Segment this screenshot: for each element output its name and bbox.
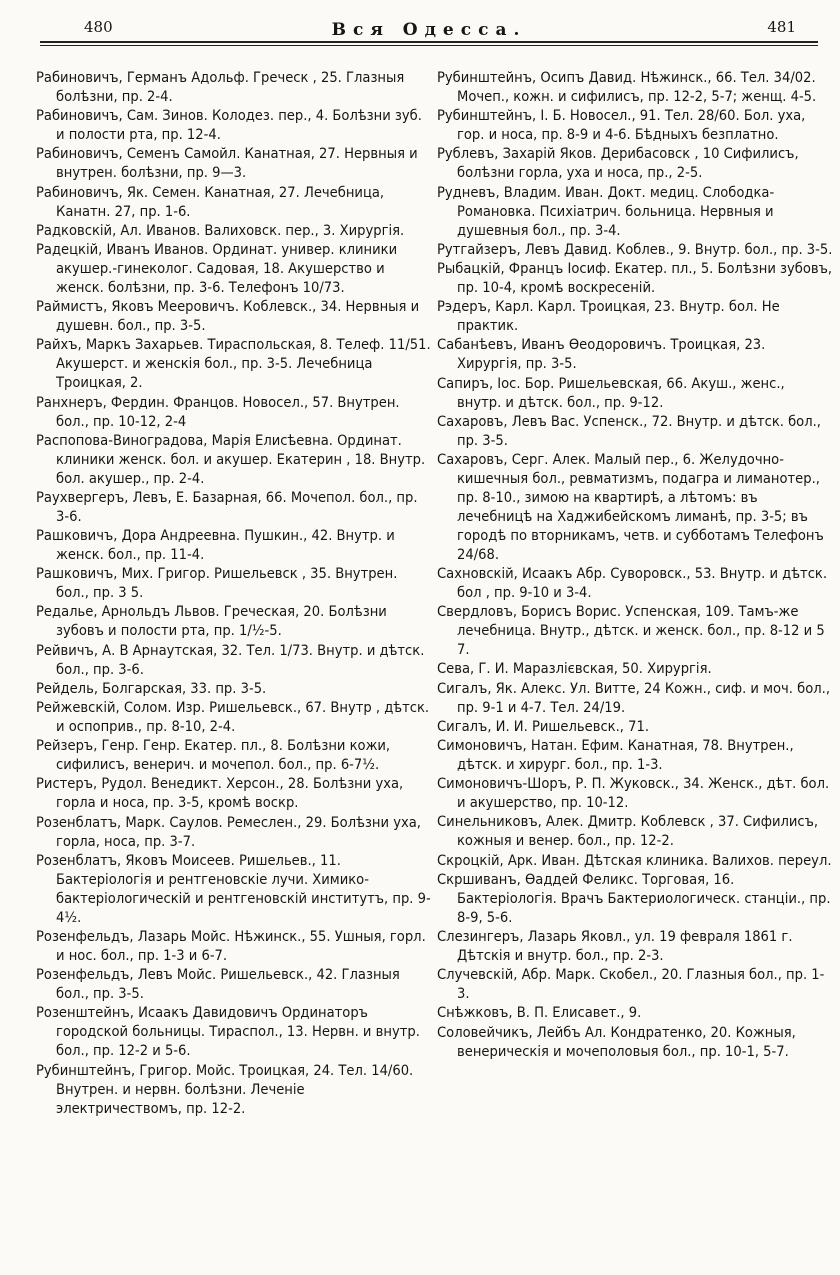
directory-entry: Рабиновичъ, Семенъ Самойл. Канатная, 27. Нервныя и внутрен. болѣзни, пр. 9—3. bbox=[36, 145, 418, 182]
directory-entry: Рабиновичъ, Германъ Адольф. Греческ , 25. Глазныя болѣзни, пр. 2-4. bbox=[36, 69, 405, 105]
header-rule-thin bbox=[40, 45, 818, 46]
left-column bbox=[36, 68, 432, 1118]
directory-entry: Рейзеръ, Генр. Генр. Екатер. пл., 8. Болѣзни кожи, сифилисъ, венерич. и мочепол. бол., пр. 6-7½. bbox=[36, 737, 391, 774]
directory-entry: Свердловъ, Борисъ Ворис. Успенская, 109. Тамъ-же лечебница. Внутр., дѣтск. и женск. бол., пр. 8-12 и 5 7. bbox=[437, 603, 825, 659]
directory-entry: Рейдель, Болгарская, 33. пр. 3-5. bbox=[36, 679, 267, 697]
right-column bbox=[437, 68, 833, 1061]
directory-entry: Рутгайзеръ, Левъ Давид. Коблев., 9. Внутр. бол., пр. 3-5. bbox=[437, 240, 833, 258]
directory-entry: Сапиръ, Іос. Бор. Ришельевская, 66. Акуш., женс., внутр. и дѣтск. бол., пр. 9-12. bbox=[437, 374, 785, 411]
directory-entry: Рейжевскій, Солом. Изр. Ришельевск., 67. Внутр , дѣтск. и оспоприв., пр. 8-10, 2-4. bbox=[36, 699, 430, 735]
page-header bbox=[40, 14, 818, 48]
directory-entry: Синельниковъ, Алек. Дмитр. Коблевск , 37. Сифилисъ, кожныя и венер. бол., пр. 12-2. bbox=[437, 813, 819, 850]
directory-entry: Раухвергеръ, Левъ, Е. Базарная, 66. Мочепол. бол., пр. 3-6. bbox=[36, 488, 418, 525]
directory-entry: Редалье, Арнольдъ Львов. Греческая, 20. Болѣзни зубовъ и полости рта, пр. 1/½-5. bbox=[36, 603, 387, 640]
directory-entry: Рабиновичъ, Сам. Зинов. Колодез. пер., 4. Болѣзни зуб. и полости рта, пр. 12-4. bbox=[36, 107, 422, 144]
directory-entry: Сева, Г. И. Маразлієвская, 50. Хирургія. bbox=[437, 660, 712, 678]
directory-entry: Рубинштейнъ, Осипъ Давид. Нѣжинск., 66. Тел. 34/02. Мочеп., кожн. и сифилисъ, пр. 12-2, 5-7; женщ. 4-5. bbox=[437, 69, 817, 105]
directory-entry: Снѣжковъ, В. П. Елисавет., 9. bbox=[437, 1004, 642, 1022]
directory-entry: Сахаровъ, Серг. Алек. Малый пер., 6. Желудочно-кишечныя бол., ревматизмъ, подагра и лиманотер., пр. 8-10., зимою на квартирѣ, а лѣтомъ: въ лечебницѣ на Хаджибейскомъ лиманѣ, пр. 3-5; въ городѣ по вторникамъ, четв. и субботамъ Телефонъ 24/68. bbox=[437, 450, 824, 563]
directory-entry: Рашковичъ, Мих. Григор. Ришельевск , 35. Внутрен. бол., пр. 3 5. bbox=[36, 565, 398, 602]
running-title: Вся Одесса. bbox=[331, 20, 527, 40]
directory-entry: Рудневъ, Владим. Иван. Докт. медиц. Слободка-Романовка. Психіатрич. больница. Нервныя и душевныя бол., пр. 3-4. bbox=[437, 183, 775, 239]
directory-entry: Райхъ, Маркъ Захарьев. Тираспольская, 8. Телеф. 11/51. Акушерст. и женскія бол., пр. 3-5. Лечебница Троицкая, 2. bbox=[36, 336, 431, 392]
directory-entry: Рубинштейнъ, І. Б. Новосел., 91. Тел. 28/60. Бол. уха, гор. и носа, пр. 8-9 и 4-6. Бѣдныхъ безплатно. bbox=[437, 107, 806, 144]
directory-entry: Раймистъ, Яковъ Мееровичъ. Коблевск., 34. Нервныя и душевн. бол., пр. 3-5. bbox=[36, 298, 420, 335]
directory-entry: Рейвичъ, А. В Арнаутская, 32. Тел. 1/73. Внутр. и дѣтск. бол., пр. 3-6. bbox=[36, 641, 425, 678]
directory-entry: Радецкій, Иванъ Иванов. Ординат. универ. клиники акушер.-гинеколог. Садовая, 18. Акушерство и женск. болѣзни, пр. 3-6. Телефонъ 10/73. bbox=[36, 240, 398, 296]
directory-entry: Сабанѣевъ, Иванъ Ѳеодоровичъ. Троицкая, 23. Хирургія, пр. 3-5. bbox=[437, 336, 766, 373]
directory-entry: Рэдеръ, Карл. Карл. Троицкая, 23. Внутр. бол. Не практик. bbox=[437, 298, 780, 335]
directory-entry: Сигалъ, И. И. Ришельевск., 71. bbox=[437, 717, 649, 735]
directory-entry: Рашковичъ, Дора Андреевна. Пушкин., 42. Внутр. и женск. бол., пр. 11-4. bbox=[36, 527, 395, 564]
directory-entry: Сахаровъ, Левъ Вас. Успенск., 72. Внутр. и дѣтск. бол., пр. 3-5. bbox=[437, 412, 821, 449]
directory-entry: Радковскій, Ал. Иванов. Валиховск. пер., 3. Хирургія. bbox=[36, 221, 405, 239]
directory-entry: Симоновичъ, Натан. Ефим. Канатная, 78. Внутрен., дѣтск. и хирург. бол., пр. 1-3. bbox=[437, 737, 794, 773]
page-number-left: 480 bbox=[84, 18, 113, 36]
directory-entry: Ранхнеръ, Фердин. Францов. Новосел., 57. Внутрен. бол., пр. 10-12, 2-4 bbox=[36, 393, 400, 430]
directory-entry: Скршиванъ, Ѳаддей Феликс. Торговая, 16. Бактеріологія. Врачъ Бактериологическ. станціи., пр. 8-9, 5-6. bbox=[437, 870, 831, 926]
directory-entry: Распопова-Виноградова, Марія Елисѣевна. Ординат. клиники женск. бол. и акушер. Екатерин , 18. Внутр. бол. акушер., пр. 2-4. bbox=[36, 431, 426, 487]
directory-entry: Сигалъ, Як. Алекс. Ул. Витте, 24 Кожн., сиф. и моч. бол., пр. 9-1 и 4-7. Тел. 24/19. bbox=[437, 679, 831, 716]
page-number-right: 481 bbox=[767, 18, 796, 36]
directory-entry: Рубинштейнъ, Григор. Мойс. Троицкая, 24. Тел. 14/60. Внутрен. и нервн. болѣзни. Леченіе электричествомъ, пр. 12-2. bbox=[36, 1061, 414, 1117]
directory-entry: Соловейчикъ, Лейбъ Ал. Кондратенко, 20. Кожныя, венерическія и мочеполовыя бол., пр. 10-1, 5-7. bbox=[437, 1023, 796, 1060]
directory-entry: Случевскій, Абр. Марк. Скобел., 20. Глазныя бол., пр. 1-3. bbox=[437, 966, 825, 1003]
directory-entry: Ристеръ, Рудол. Венедикт. Херсон., 28. Болѣзни уха, горла и носа, пр. 3-5, кромѣ воскр. bbox=[36, 775, 404, 812]
directory-entry: Скроцкій, Арк. Иван. Дѣтская клиника. Валихов. переул. bbox=[437, 851, 832, 869]
header-rule-thick bbox=[40, 41, 818, 43]
directory-entry: Рублевъ, Захарій Яков. Дерибасовск , 10 Сифилисъ, болѣзни горла, уха и носа, пр., 2-5. bbox=[437, 145, 799, 182]
directory-entry: Розенфельдъ, Левъ Мойс. Ришельевск., 42. Глазныя бол., пр. 3-5. bbox=[36, 966, 400, 1003]
directory-entry: Розенфельдъ, Лазарь Мойс. Нѣжинск., 55. Ушныя, горл. и нос. бол., пр. 1-3 и 6-7. bbox=[36, 927, 426, 964]
directory-entry: Розенштейнъ, Исаакъ Давидовичъ Ординаторъ городской больницы. Тираспол., 13. Нервн. и внутр. бол., пр. 12-2 и 5-6. bbox=[36, 1004, 420, 1060]
directory-entry: Розенблатъ, Марк. Саулов. Ремеслен., 29. Болѣзни уха, горла, носа, пр. 3-7. bbox=[36, 813, 421, 850]
directory-entry: Розенблатъ, Яковъ Моисеев. Ришельев., 11. Бактеріологія и рентгеновскіе лучи. Химико-бактеріологическій и рентгеновскій институтъ, пр. 9-4½. bbox=[36, 851, 431, 926]
directory-entry: Рабиновичъ, Як. Семен. Канатная, 27. Лечебница, Канатн. 27, пр. 1-6. bbox=[36, 183, 385, 220]
directory-entry: Сахновскій, Исаакъ Абр. Суворовск., 53. Внутр. и дѣтск. бол , пр. 9-10 и 3-4. bbox=[437, 565, 828, 602]
directory-entry: Рыбацкій, Францъ Іосиф. Екатер. пл., 5. Болѣзни зубовъ, пр. 10-4, кромѣ воскресеній. bbox=[437, 259, 833, 296]
directory-entry: Слезингеръ, Лазарь Яковл., ул. 19 февраля 1861 г. Дѣтскія и внутр. бол., пр. 2-3. bbox=[437, 927, 793, 964]
directory-entry: Симоновичъ-Шоръ, Р. П. Жуковск., 34. Женск., дѣт. бол. и акушерство, пр. 10-12. bbox=[437, 775, 830, 812]
